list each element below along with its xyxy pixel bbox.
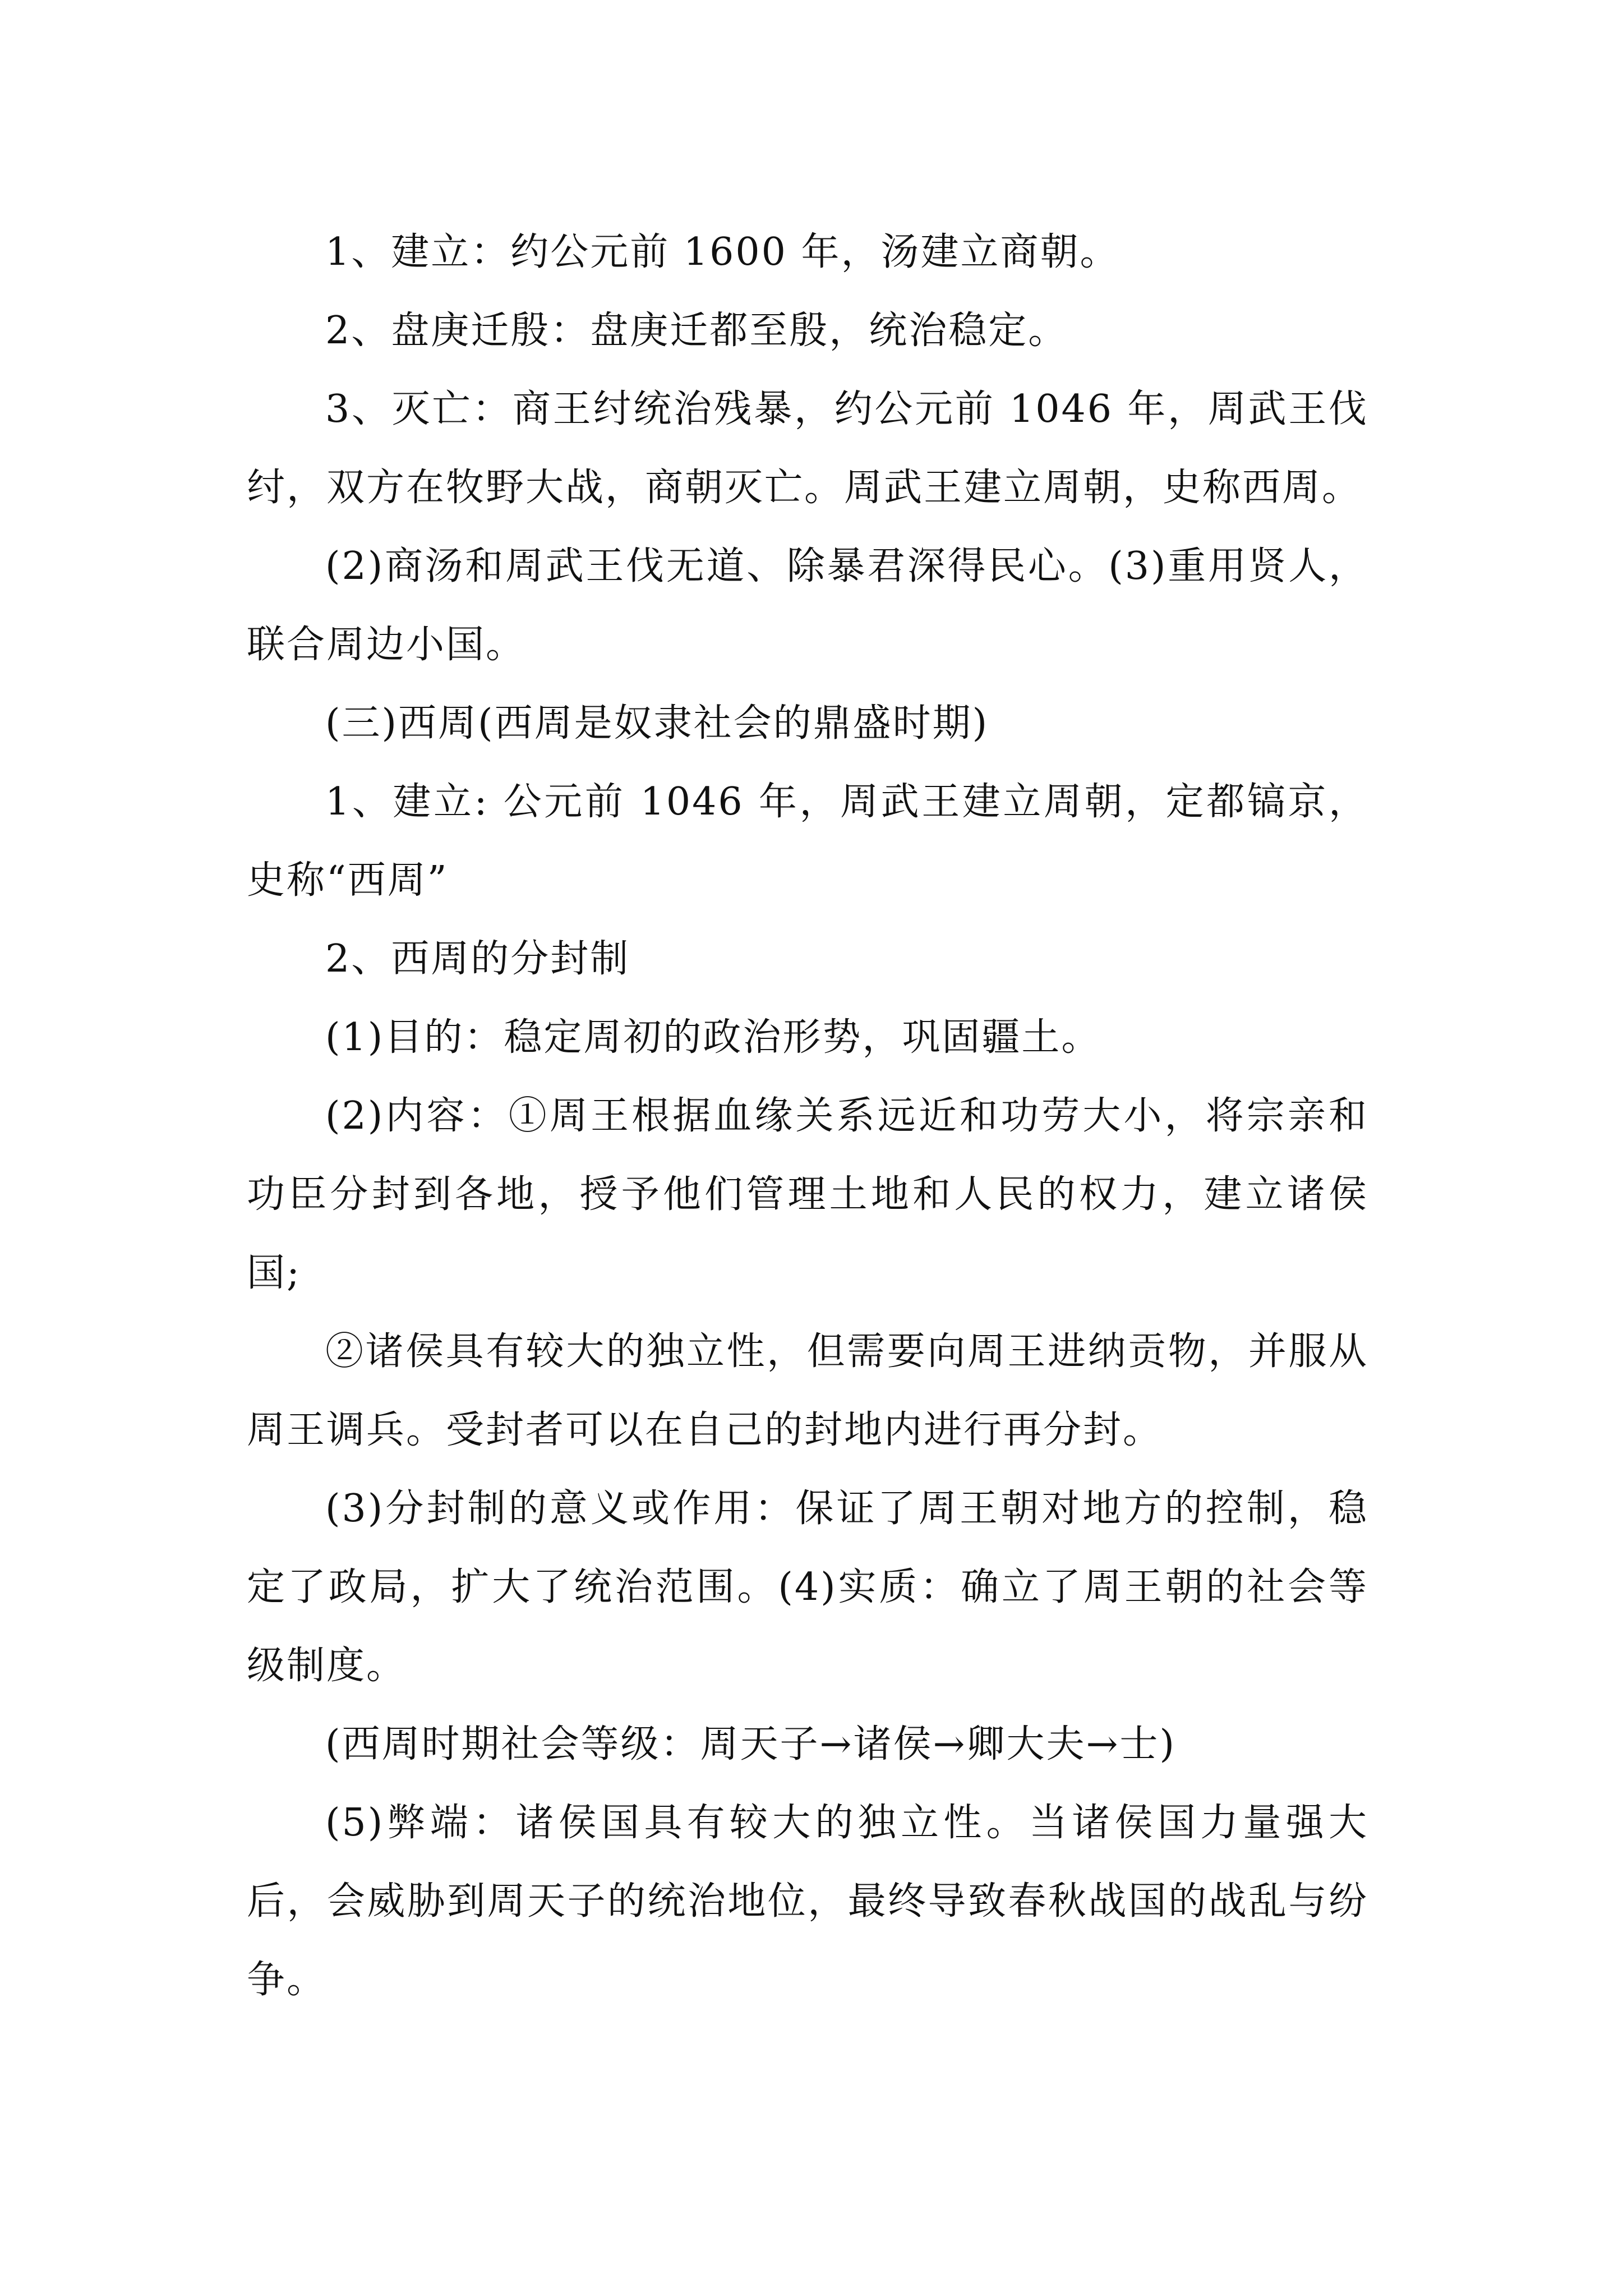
paragraph-pangeng-move: 2、盘庚迁殷：盘庚迁都至殷，统治稳定。 [325, 309, 1068, 353]
paragraph-content: (2)内容：①周王根据血缘关系远近和功劳大小，将宗亲和功臣分封到各地，授予他们管理土地和人民的权力，建立诸侯国; [247, 1094, 1368, 1295]
paragraph-shang-fall: 3、灭亡：商王纣统治残暴，约公元前 1046 年，周武王伐纣，双方在牧野大战，商朝灭亡。周武王建立周朝，史称西周。 [247, 387, 1368, 510]
paragraph-significance: (3)分封制的意义或作用：保证了周王朝对地方的控制，稳定了政局，扩大了统治范围。(4)实质：确立了周王朝的社会等级制度。 [247, 1487, 1368, 1688]
paragraph-purpose: (1)目的：稳定周初的政治形势，巩固疆土。 [325, 1015, 1101, 1060]
section-heading-western-zhou: (三)西周(西周是奴隶社会的鼎盛时期) [325, 701, 989, 746]
paragraph-reasons: (2)商汤和周武王伐无道、除暴君深得民心。(3)重用贤人，联合周边小国。 [247, 544, 1368, 667]
paragraph-social-hierarchy: (西周时期社会等级：周天子→诸侯→卿大夫→士) [325, 1722, 1176, 1766]
paragraph-zhou-founding: 1、建立: 公元前 1046 年，周武王建立周朝，定都镐京，史称“西周” [247, 780, 1368, 903]
paragraph-vassal-duties: ②诸侯具有较大的独立性，但需要向周王进纳贡物，并服从周王调兵。受封者可以在自己的封地内进行再分封。 [247, 1329, 1368, 1452]
subheading-enfeoffment: 2、西周的分封制 [325, 937, 630, 981]
paragraph-shang-founding: 1、建立：约公元前 1600 年，汤建立商朝。 [325, 230, 1120, 274]
paragraph-drawbacks: (5)弊端：诸侯国具有较大的独立性。当诸侯国力量强大后，会威胁到周天子的统治地位，最终导致春秋战国的战乱与纷争。 [247, 1801, 1368, 2002]
document-body [247, 213, 1368, 2019]
